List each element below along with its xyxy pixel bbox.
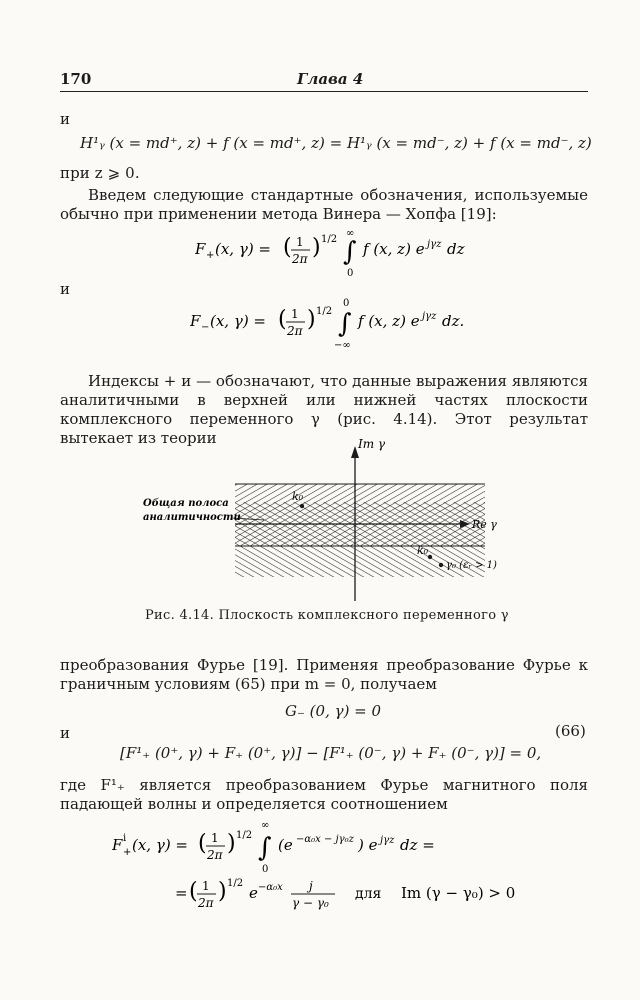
- label-k0: k₀: [417, 544, 429, 557]
- svg-text:+: +: [123, 847, 132, 858]
- figure-complex-plane: [140, 436, 500, 601]
- svg-text:γ − γ₀: γ − γ₀: [292, 896, 329, 910]
- svg-text:(e: (e: [278, 836, 293, 854]
- svg-text:i: i: [123, 833, 127, 844]
- svg-text:2π: 2π: [292, 252, 308, 266]
- svg-text:∫: ∫: [258, 833, 272, 863]
- point-k0: [428, 555, 432, 559]
- header-rule: [60, 91, 588, 92]
- equation-final-line1: [112, 812, 452, 874]
- equation-g-minus: G₋ (0, γ) = 0: [285, 702, 382, 720]
- svg-text:): ): [218, 879, 227, 904]
- equation-number: (66): [555, 722, 586, 740]
- svg-text:2π: 2π: [198, 896, 214, 910]
- svg-text:1/2: 1/2: [227, 878, 244, 889]
- svg-text:для: для: [355, 886, 382, 902]
- svg-text:j: j: [309, 879, 313, 893]
- equation-f-plus: [195, 226, 495, 280]
- label-imag-axis: Im γ: [358, 437, 386, 451]
- equation-final-line2: [175, 874, 535, 920]
- svg-text:(: (: [278, 307, 287, 332]
- complex-plane-diagram: [140, 436, 500, 601]
- svg-text:0: 0: [343, 298, 350, 309]
- svg-text:∫: ∫: [338, 309, 352, 339]
- label-strip-line1: Общая полоса: [143, 498, 229, 509]
- paragraph-fourier: преобразования Фурье [19]. Применяя преобразование Фурье к граничным условиям (65) при m = 0, получаем: [60, 656, 588, 693]
- point-minus-k0: [300, 504, 304, 508]
- label-minus-k0: k₀: [292, 490, 304, 503]
- svg-text:dz.: dz.: [442, 312, 465, 330]
- svg-text:1/2: 1/2: [321, 234, 338, 245]
- paragraph-indices: Индексы + и — обозначают, что данные выражения являются аналитичными в верхней или нижней частях плоскости комплексного переменного γ (рис. 4.14). Этот результат вытекает из теории: [60, 372, 588, 447]
- page-number: 170: [60, 70, 92, 88]
- svg-text:1: 1: [296, 235, 304, 249]
- label-real-axis: Re γ: [472, 518, 497, 531]
- svg-text:1: 1: [202, 879, 210, 893]
- svg-text:e: e: [249, 884, 258, 902]
- svg-text:−α₀x − jγ₀z: −α₀x − jγ₀z: [296, 834, 354, 845]
- svg-text:0: 0: [347, 268, 354, 279]
- svg-text:Im (γ − γ₀) > 0: Im (γ − γ₀) > 0: [401, 884, 516, 902]
- svg-text:(: (: [189, 879, 198, 904]
- svg-text:1: 1: [291, 307, 299, 321]
- point-gamma0: [439, 563, 443, 567]
- conjunction-and-2: и: [60, 280, 71, 298]
- svg-text:(x, γ) =: (x, γ) =: [210, 312, 267, 330]
- equation-boundary-condition: [F¹₊ (0⁺, γ) + F₊ (0⁺, γ)] − [F¹₊ (0⁻, γ) + F₊ (0⁻, γ)] = 0,: [120, 744, 542, 762]
- svg-text:1: 1: [211, 831, 219, 845]
- figure-caption: Рис. 4.14. Плоскость комплексного переменного γ: [145, 608, 509, 623]
- svg-text:1/2: 1/2: [316, 306, 333, 317]
- svg-text:2π: 2π: [287, 324, 303, 338]
- svg-text:−α₀x: −α₀x: [258, 882, 283, 893]
- svg-text:−∞: −∞: [334, 340, 351, 350]
- svg-text:jγz: jγz: [380, 835, 395, 846]
- svg-text:+: +: [206, 250, 215, 261]
- svg-text:): ): [307, 307, 316, 332]
- svg-text:(x, γ) =: (x, γ) =: [132, 836, 189, 854]
- svg-text:F: F: [112, 836, 123, 854]
- svg-text:jγz: jγz: [422, 311, 437, 322]
- label-strip-line2: аналитичности: [143, 512, 241, 523]
- paragraph-intro: Введем следующие стандартные обозначения, используемые обычно при применении метода Винера — Хопфа [19]:: [60, 186, 588, 223]
- equation-f-minus-render: [190, 296, 490, 350]
- svg-text:2π: 2π: [207, 848, 223, 862]
- condition-z: при z ⩾ 0.: [60, 164, 140, 182]
- svg-text:(: (: [283, 235, 292, 260]
- equation-final-line2-render: [175, 874, 535, 920]
- svg-text:dz: dz: [447, 240, 465, 258]
- chapter-header: Глава 4: [297, 70, 364, 88]
- svg-text:∫: ∫: [343, 237, 357, 267]
- label-gamma0: γ₀ (εᵣ > 1): [446, 560, 497, 571]
- svg-text:f (x, z) e: f (x, z) e: [358, 312, 420, 330]
- svg-text:) e: ) e: [358, 836, 378, 854]
- conjunction-and: и: [60, 110, 71, 128]
- svg-text:(x, γ) =: (x, γ) =: [215, 240, 272, 258]
- svg-text:jγz: jγz: [427, 239, 442, 250]
- svg-text:F: F: [190, 312, 201, 330]
- svg-text:∞: ∞: [346, 228, 355, 239]
- svg-text:−: −: [201, 322, 210, 333]
- equation-f-plus-render: [195, 226, 495, 280]
- paragraph-where: где F¹₊ является преобразованием Фурье магнитного поля падающей волны и определяется соотношением: [60, 776, 588, 813]
- svg-text:1/2: 1/2: [236, 830, 253, 841]
- equation-final-line1-render: [112, 812, 452, 874]
- svg-text:F: F: [195, 240, 206, 258]
- svg-text:f (x, z) e: f (x, z) e: [363, 240, 425, 258]
- svg-text:dz =: dz =: [400, 836, 435, 854]
- conjunction-and-3: и: [60, 724, 71, 742]
- svg-text:=: =: [175, 884, 188, 902]
- svg-text:∞: ∞: [261, 820, 270, 831]
- equation-f-minus: [190, 296, 490, 350]
- svg-text:): ): [312, 235, 321, 260]
- svg-text:(: (: [198, 831, 207, 856]
- svg-text:): ): [227, 831, 236, 856]
- svg-text:0: 0: [262, 864, 269, 874]
- equation-continuity: H¹ᵧ (x = md⁺, z) + f (x = md⁺, z) = H¹ᵧ (x = md⁻, z) + f (x = md⁻, z): [80, 134, 592, 152]
